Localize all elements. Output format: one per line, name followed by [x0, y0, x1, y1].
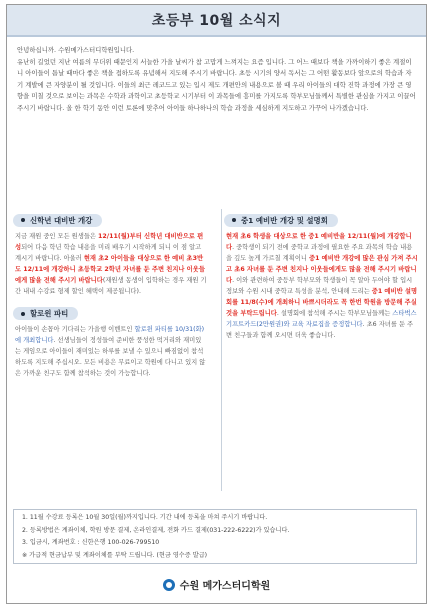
bullet-icon: [21, 312, 25, 316]
section-heading-new-grade: 신학년 대비반 개강: [13, 214, 102, 227]
title-bar: [7, 5, 426, 37]
bullet-icon: [21, 218, 25, 222]
academy-logo-text: 수원 메가스터디학원: [179, 581, 271, 592]
page-title: 초등부 10월 소식지: [151, 13, 282, 29]
notice-line: 3. 입금시, 계좌번호 : 신한은행 100-026-799510: [22, 539, 160, 546]
middle-school-paragraph: 현재 초6 학생을 대상으로 한 중1 예비반을 12/11(월)에 개강합니다. 중학생이 되기 전에 중학교 과정에 필요한 주요 과목의 학습 내용을 깊도 높게 가르칠 계획이니 중1 예비반 개강에 많은 관심 가져 주시고 초6 자녀를 둔 주변 친지나 이웃들에게도 많을 전해 주시기 바랍니다. 이와 관련하여 중등부 학부모와 학생들이 꼭 알아 두어야 할 입시 정보와 수원 시내 중학교 특성을 분석, 안내해 드리는 중1 예비반 설명회를 11/8(수)에 개최하니 바쁘시더라도 꼭 한번 학원을 방문해 주실 것을 부탁드립니다. 설명회에 참석해 주시는 학부모님들께는 스타벅스 기프트카드(2만원권)와 교육 자료집을 증정합니다. 초6 자녀를 둔 주변 친구들과 함께 오시면 더욱 좋습니다.: [226, 232, 418, 339]
notice-box: [13, 509, 417, 564]
right-column: [224, 207, 420, 341]
intro-body: 유난히 길었던 지난 여름의 무더위 때문인지 서늘한 가을 날씨가 참 고맙게 느껴지는 요즘 입니다. 그 어느 때보다 책을 가까이하기 좋은 계절이니 아이들이 틈날 때마다 좋은 책을 접하도록 유념해서 지도해 주시기 바랍니다. 초등 시기의 양서 독서는 그 어떤 활동보다 앞으로의 학습과 자기 계발에 큰 자양분이 될 것입니다. 이들의 최근 레코드고 있는 입시 제도 개편안의 내용으로 볼 때 우리 아이들의 대학 진학 과정에 가장 큰 영향을 미칠 것으로 보이는 과목은 수학과 과학이고 초등학교 시기부터 이 과목들에 흥미를 가지도록 학부모님들께서 특별한 관심을 가지고 이끌어 주시기 바랍니다. 올 한 학기 동안 이런 토론에 맞추어 아이들 하나하나의 학습 과정을 세심하게 지도하고 가꾸어 나가겠습니다.: [17, 57, 416, 112]
notice-line: 1. 11월 수강료 등록은 10월 30일(월)까지입니다. 기간 내에 등록을 마쳐 주시기 바랍니다.: [22, 514, 268, 521]
halloween-paragraph: 아이들이 손꼽아 기다리는 가을행 이벤트인 할로윈 파티를 10/31(화)에 개최합니다. 선생님들이 정성들여 준비한 풍성한 먹거리와 재미있는 게임으로 아이들이 재미있는 하루를 보낼 수 있으니 빠짐없이 참석하도록 지도해 주십시오. 모든 비용은 무료이고 학원에 다니고 있지 않은 가까운 친구도 함께 참석하는 것이 가능합니다.: [15, 326, 206, 377]
section-heading-halloween: 할로윈 파티: [13, 307, 78, 320]
intro-greeting: 안녕하십니까. 수원메가스터디학원입니다.: [17, 46, 135, 54]
bullet-icon: [232, 218, 236, 222]
left-column: [13, 207, 209, 379]
section-heading-middle-school: 중1 예비반 개강 및 설명회: [224, 214, 338, 227]
notice-line: ※ 가급적 현금납부 및 계좌이체를 부탁 드립니다. (현금 영수증 발급): [22, 551, 208, 559]
academy-logo-icon: [163, 579, 175, 591]
notice-line: 2. 등록방법은 계좌이체, 학원 방문 결제, 온라인결제, 전화 카드 결제(031-222-6222)가 있습니다.: [22, 526, 290, 534]
newsletter-page: [6, 4, 427, 604]
new-grade-paragraph: 지금 재원 중인 모든 원생들은 12/11(월)부터 신학년 대비반으로 편성되어 다음 학년 학습 내용을 미리 배우기 시작하게 되니 이 점 알고 계시기 바랍니다. 아울러 현재 초2 아이들을 대상으로 한 예비 초3반도 12/11에 개강하니 초등학교 2학년 자녀를 둔 주변 친지나 이웃들에게 많을 전해 주시기 바랍니다(재원생 동생이 입학하는 경우 재원 기간 내내 수강료 형제 할인 혜택이 제공됩니다).: [15, 232, 207, 295]
column-divider: [221, 209, 222, 491]
intro-section: [17, 45, 417, 115]
footer: [7, 577, 426, 592]
